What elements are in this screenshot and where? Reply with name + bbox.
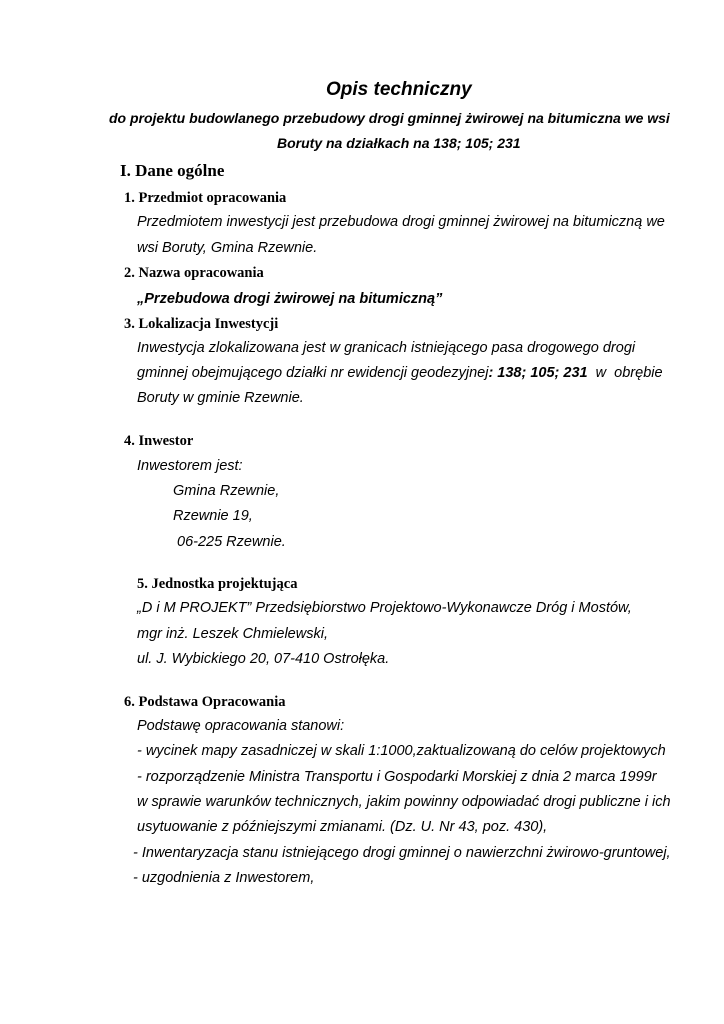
section-6-heading: 6. Podstawa Opracowania: [124, 694, 286, 710]
investor-address-1: Gmina Rzewnie,: [173, 483, 280, 499]
section-2-line-1: „Przebudowa drogi żwirowej na bitumiczną”: [137, 291, 443, 307]
section-3-line-2: [137, 366, 663, 381]
section-4-heading: 4. Inwestor: [124, 433, 194, 449]
section-2-heading: 2. Nazwa opracowania: [124, 265, 264, 281]
section-3-heading: 3. Lokalizacja Inwestycji: [124, 316, 279, 332]
section-heading: I. Dane ogólne: [120, 161, 225, 180]
section-6-line-2: - wycinek mapy zasadniczej w skali 1:1000,zaktualizowaną do celów projektowych: [137, 743, 666, 759]
section-6-line-3: - rozporządzenie Ministra Transportu i Gospodarki Morskiej z dnia 2 marca 1999r: [137, 769, 657, 785]
section-6-line-6: - Inwentaryzacja stanu istniejącego drogi gminnej o nawierzchni żwirowo-gruntowej,: [133, 845, 671, 861]
section-5-line-3: ul. J. Wybickiego 20, 07-410 Ostrołęka.: [137, 651, 390, 667]
section-1-heading: 1. Przedmiot opracowania: [124, 190, 287, 206]
section-5-heading: 5. Jednostka projektująca: [137, 576, 298, 592]
section-3-line-1: Inwestycja zlokalizowana jest w granicach istniejącego pasa drogowego drogi: [137, 340, 636, 356]
section-6-line-1: Podstawę opracowania stanowi:: [137, 718, 345, 734]
section-3-line-2-text: gminnej obejmującego działki nr ewidencji geodezyjnej: [137, 365, 489, 381]
parcel-numbers: : 138; 105; 231: [488, 365, 588, 381]
section-3-line-3: Boruty w gminie Rzewnie.: [137, 390, 304, 406]
section-1-line-1: Przedmiotem inwestycji jest przebudowa drogi gminnej żwirowej na bitumiczną we: [137, 214, 665, 230]
investor-address-3: 06-225 Rzewnie.: [177, 534, 286, 550]
section-6-line-4: w sprawie warunków technicznych, jakim powinny odpowiadać drogi publiczne i ich: [137, 794, 671, 810]
section-3-line-2-end: w obrębie: [587, 365, 663, 381]
investor-address-2: Rzewnie 19,: [173, 508, 253, 524]
document-title: Opis techniczny: [326, 79, 472, 100]
subtitle-line-2: Boruty na działkach na 138; 105; 231: [277, 135, 521, 151]
section-6-line-5: usytuowanie z późniejszymi zmianami. (Dz. U. Nr 43, poz. 430),: [137, 819, 548, 835]
section-1-line-2: wsi Boruty, Gmina Rzewnie.: [137, 240, 318, 256]
subtitle-line-1: do projektu budowlanego przebudowy drogi gminnej żwirowej na bitumiczna we wsi: [109, 110, 670, 126]
section-6-line-7: - uzgodnienia z Inwestorem,: [133, 870, 315, 886]
section-4-line-1: Inwestorem jest:: [137, 458, 243, 474]
section-5-line-1: „D i M PROJEKT” Przedsiębiorstwo Projektowo-Wykonawcze Dróg i Mostów,: [137, 600, 632, 616]
section-5-line-2: mgr inż. Leszek Chmielewski,: [137, 626, 328, 642]
